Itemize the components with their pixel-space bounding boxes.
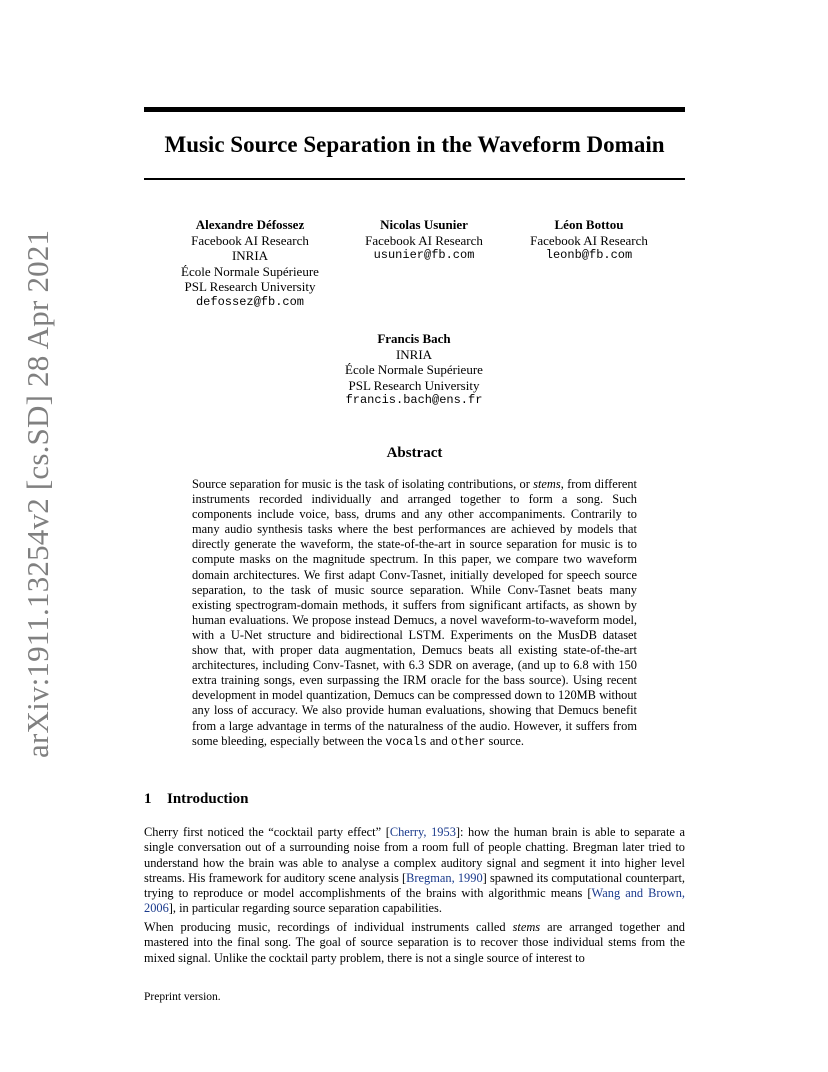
abstract-text-run: source.: [485, 733, 524, 748]
paragraph-text-run: ]: how the human brain is able to separate a single conversation out of a surrounding noise from a room full of people chatting. Bregman later tried to understand how the brain was able to analyse a complex auditory signal and segment it into higher level streams. His framework for auditory scene analysis [: [144, 825, 685, 885]
author-affiliation: Facebook AI Research: [365, 232, 483, 248]
paragraph-text-run: Cherry first noticed the “cocktail party effect” [: [144, 825, 390, 839]
paragraph-text-run: ], in particular regarding source separation capabilities.: [168, 901, 442, 916]
author-block-bach: [334, 331, 494, 409]
paper-title: Music Source Separation in the Waveform Domain: [164, 132, 665, 157]
paragraph-text-run: are arranged together and mastered into the final song. The goal of source separation is to recover those individual stems from the mixed signal. Unlike the cocktail party problem, there is not a single source of interest to: [144, 920, 685, 965]
citation-link-wang-brown[interactable]: Wang and Brown, 2006: [144, 886, 685, 916]
section-title: Introduction: [167, 791, 249, 807]
abstract-code-other: other: [450, 735, 486, 749]
title-bottom-rule: [144, 178, 685, 180]
paragraph-text-run: When producing music, recordings of individual instruments called: [144, 920, 513, 934]
abstract-heading: Abstract: [386, 445, 443, 461]
author-name: Léon Bottou: [554, 217, 624, 232]
abstract-code-vocals: vocals: [385, 735, 427, 749]
author-affiliation: Facebook AI Research: [191, 232, 309, 248]
title-top-rule: [144, 107, 685, 112]
citation-link-bregman[interactable]: Bregman, 1990: [406, 870, 483, 885]
paragraph-emphasis: stems: [512, 920, 541, 934]
abstract-text-run: , from different instruments recorded individually and arranged together to form a song. Such components include voice, bass, drums and any other accompaniments. Contrarily to many audio synthesis tasks where the best performances are achieved by models that directly generate the waveform, the state-of-the-art in source separation for music is to compute masks on the magnitude spectrum. In this paper, we compare two waveform domain architectures. We first adapt Conv-Tasnet, initially developed for speech source separation, to the task of music source separation. While Conv-Tasnet beats many existing spectrogram-domain methods, it suffers from significant artifacts, as shown by human evaluations. We propose instead Demucs, a novel waveform-to-waveform model, with a U-Net structure and bidirectional LSTM. Experiments on the MusDB dataset show that, with proper data augmentation, Demucs beats all existing state-of-the-art architectures, including Conv-Tasnet, with 6.3 SDR on average, (and up to 6.8 with 150 extra training songs, even surpassing the IRM oracle for the bass source). Using recent development in model quantization, Demucs can be compressed down to 120MB without any loss of accuracy. We also provide human evaluations, showing that Demucs benefit from a large advantage in terms of the naturalness of the audio. However, it suffers from some bleeding, especially between the: [192, 477, 637, 748]
author-affiliation: École Normale Supérieure: [345, 362, 483, 377]
intro-paragraph-1: [144, 825, 685, 917]
abstract-text: [192, 477, 637, 750]
author-block-defossez: [170, 217, 330, 310]
author-affiliation: École Normale Supérieure: [181, 263, 319, 279]
section-heading-introduction: [144, 790, 248, 808]
author-email: defossez@fb.com: [195, 294, 305, 309]
author-name: Francis Bach: [377, 331, 451, 346]
author-name: Alexandre Défossez: [195, 217, 305, 232]
author-affiliation: INRIA: [231, 248, 269, 263]
citation-link-cherry[interactable]: Cherry, 1953: [389, 825, 456, 839]
arxiv-identifier-stamp: arXiv:1911.13254v2 [cs.SD] 28 Apr 2021: [20, 229, 55, 758]
paragraph-text-run: ] spawned its computational counterpart, trying to reproduce or model accomplishments of the brains with algorithmic means [: [144, 870, 686, 901]
author-email: leonb@fb.com: [545, 248, 633, 262]
author-block-usunier: [344, 217, 504, 264]
abstract-text-run: Source separation for music is the task of isolating contributions, or: [192, 477, 534, 491]
author-affiliation: PSL Research University: [348, 377, 480, 393]
author-affiliation: Facebook AI Research: [530, 232, 648, 248]
author-email: francis.bach@ens.fr: [345, 393, 483, 407]
author-affiliation: INRIA: [395, 346, 433, 362]
section-number: 1: [144, 791, 152, 807]
author-affiliation: PSL Research University: [184, 279, 316, 294]
abstract-text-run: and: [426, 733, 451, 748]
footer-note: Preprint version.: [144, 991, 221, 1003]
author-email: usunier@fb.com: [373, 248, 475, 262]
author-block-bottou: [509, 217, 669, 264]
intro-paragraph-2: [144, 920, 685, 966]
abstract-emphasis: stems: [533, 477, 561, 491]
author-name: Nicolas Usunier: [380, 217, 468, 232]
